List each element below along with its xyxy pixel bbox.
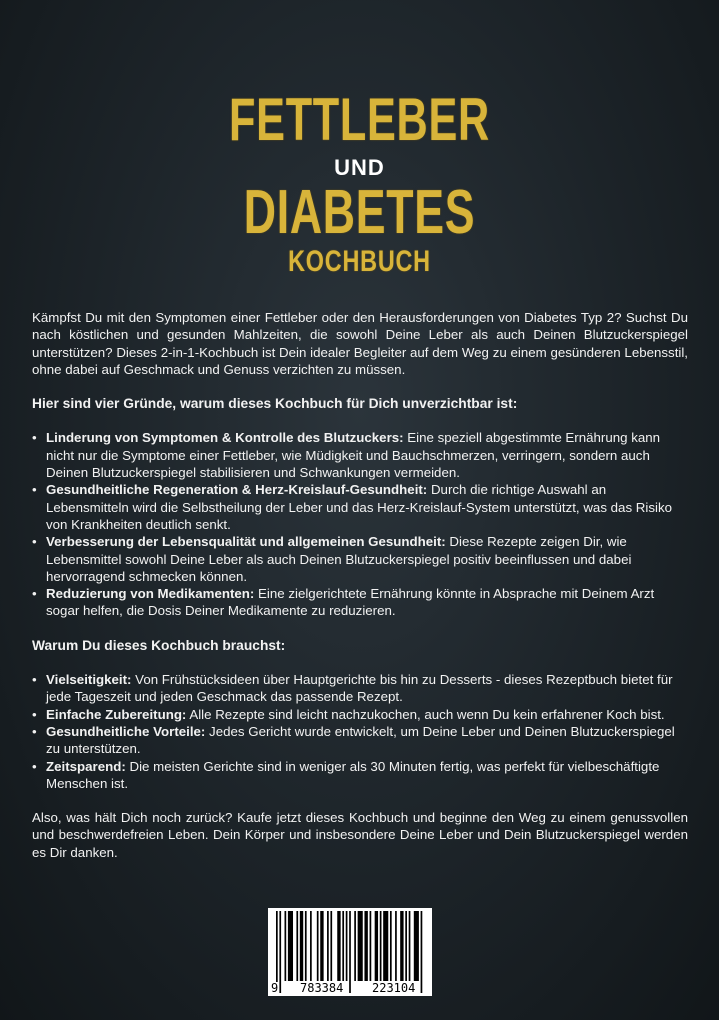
intro-paragraph: Kämpfst Du mit den Symptomen einer Fettleber oder den Herausforderungen von Diabetes Typ 2? Suchst Du nach köstlichen und gesunden Mahlzeiten, die sowohl Deine Leber als auch Deinen Blutzuckerspiegel unterstützen? Dieses 2-in-1-Kochbuch ist Dein idealer Begleiter auf dem Weg zu einem gesünderen Lebensstil, ohne dabei auf Geschmack und Genuss verzichten zu müssen. <box>32 310 688 377</box>
barcode-bar <box>279 911 281 993</box>
item-text: Jedes Gericht wurde entwickelt, um Deine Leber und Deinen Blutzuckerspiegel zu unterstützen. <box>46 723 675 757</box>
barcode-bar <box>358 911 363 981</box>
section2-list <box>32 671 688 792</box>
barcode-bar <box>305 911 307 981</box>
isbn-barcode <box>268 908 432 996</box>
item-text: Alle Rezepte sind leicht nachzukochen, auch wenn Du kein erfahrener Koch bist. <box>186 706 665 722</box>
barcode-bar <box>285 911 287 981</box>
item-label: Vielseitigkeit: <box>46 672 132 688</box>
barcode-bar <box>421 911 423 993</box>
item-text: Von Frühstücksideen über Hauptgerichte bis hin zu Desserts - dieses Rezeptbuch bietet für jede Tageszeit und jeden Geschmack das passende Rezept. <box>46 672 673 705</box>
barcode-bar <box>310 911 312 981</box>
barcode-bar <box>330 911 332 981</box>
item-label: Gesundheitliche Regeneration & Herz-Kreislauf-Gesundheit: <box>46 482 428 498</box>
item-text: Durch die richtige Auswahl an Lebensmitteln wird die Selbstheilung der Leber und das Herz-Kreislauf-System unterstützt, was das Risiko von Krankheiten deutlich senkt. <box>46 482 672 532</box>
barcode-bar <box>395 911 397 981</box>
list-item <box>46 671 688 706</box>
barcode-first-digit: 9 <box>271 981 279 995</box>
title-diabetes: DIABETES <box>243 178 476 247</box>
barcode-right-digits: 223104 <box>368 982 419 994</box>
barcode-bar <box>414 911 419 981</box>
barcode-bar <box>342 911 344 981</box>
title-kochbuch: KOCHBUCH <box>288 245 431 278</box>
item-label: Reduzierung von Medikamenten: <box>46 586 255 602</box>
item-label: Einfache Zubereitung: <box>46 706 187 722</box>
back-cover-text <box>32 309 688 878</box>
title-und: UND <box>334 155 385 180</box>
barcode-bar <box>400 911 403 981</box>
barcode-bar <box>380 911 382 981</box>
item-label: Verbesserung der Lebensqualität und allgemeinen Gesundheit: <box>46 534 446 550</box>
barcode-bar <box>300 911 303 981</box>
list-item <box>46 429 688 481</box>
section1-heading: Hier sind vier Gründe, warum dieses Kochbuch für Dich unverzichtbar ist: <box>32 396 518 412</box>
barcode-bar <box>317 911 319 981</box>
barcode-bar <box>327 911 329 981</box>
barcode-bar <box>349 911 351 993</box>
barcode-bar <box>337 911 340 981</box>
barcode-bar <box>288 911 293 981</box>
list-item <box>46 533 688 585</box>
list-item <box>46 758 688 793</box>
item-label: Linderung von Symptomen & Kontrolle des Blutzuckers: <box>46 430 404 446</box>
item-label: Zeitsparend: <box>46 758 126 774</box>
title-fettleber: FETTLEBER <box>229 86 490 153</box>
item-text: Eine zielgerichtete Ernährung könnte in Absprache mit Deinem Arzt sogar helfen, die Dosis Deiner Medikamente zu reduzieren. <box>46 586 655 619</box>
item-text: Diese Rezepte zeigen Dir, wie Lebensmittel sowohl Deine Leber als auch Deinen Blutzuckerspiegel positiv beeinflussen und dabei hervorragend schmecken können. <box>46 534 632 584</box>
barcode-bar <box>296 911 298 981</box>
barcode-left-digits: 783384 <box>296 982 347 994</box>
closing-paragraph: Also, was hält Dich noch zurück? Kaufe jetzt dieses Kochbuch und beginne den Weg zu einem genussvollen und beschwerdefreien Leben. Dein Körper und insbesondere Deine Leber und Dein Blutzuckerspiegel werden es Dir danken. <box>32 810 688 860</box>
barcode-bar <box>346 911 348 981</box>
barcode-bar <box>320 911 323 981</box>
barcode-bar <box>375 911 378 981</box>
barcode-bar <box>383 911 388 981</box>
item-text: Die meisten Gerichte sind in weniger als 30 Minuten fertig, was perfekt für vielbeschäftigte Menschen ist. <box>46 758 660 791</box>
list-item <box>46 585 688 620</box>
barcode-bar <box>405 911 407 981</box>
barcode-bar <box>364 911 367 981</box>
barcode-bar <box>390 911 392 981</box>
item-label: Gesundheitliche Vorteile: <box>46 723 206 739</box>
section1-list <box>32 429 688 619</box>
section2-heading: Warum Du dieses Kochbuch brauchst: <box>32 637 286 653</box>
barcode-bar <box>354 911 356 981</box>
list-item <box>46 723 688 758</box>
barcode-bar <box>409 911 411 981</box>
barcode-bar <box>370 911 372 981</box>
list-item <box>46 706 688 723</box>
list-item <box>46 481 688 533</box>
item-text: Eine speziell abgestimmte Ernährung kann nicht nur die Symptome einer Fettleber, wie Müdigkeit und Bauchschmerzen, verringern, sondern auch Deinen Blutzuckerspiegel stabilisieren und Schwankungen vermeiden. <box>46 430 661 481</box>
